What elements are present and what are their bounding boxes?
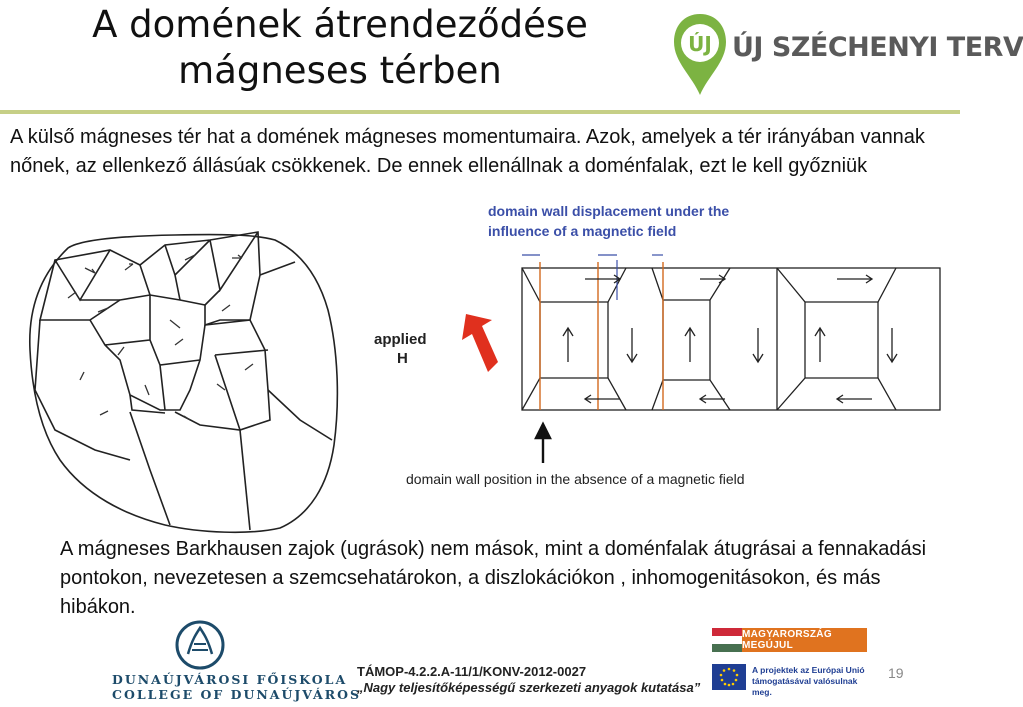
project-title: „Nagy teljesítőképességű szerkezeti anyagok kutatása” [357, 680, 701, 695]
intro-paragraph: A külső mágneses tér hat a domének mágneses momentumaira. Azok, amelyek a tér irányában vannak nőnek, az ellenkező állásúak csökkenek. De ennek ellenállnak a doménfalak, ezt le kell győzniük [10, 126, 925, 177]
domain-wall-figure [0, 195, 960, 535]
hungarian-flag-icon [712, 628, 742, 652]
wall-position-pointer-icon [536, 424, 550, 463]
field-symbol-label: H [397, 350, 408, 367]
footer [0, 620, 960, 707]
label-wall-position: domain wall position in the absence of a magnetic field [406, 471, 745, 487]
header-divider [0, 110, 960, 114]
domain-arrows [68, 255, 253, 420]
college-crest-icon [170, 620, 230, 670]
uj-szechenyi-terv-logo [672, 12, 1023, 102]
applied-field-arrow-icon [462, 314, 498, 372]
grain-structure-drawing [30, 232, 338, 532]
title-line-1: A domének átrendeződése [92, 3, 588, 46]
displaced-walls [540, 262, 663, 410]
logo-wordmark: ÚJ SZÉCHENYI TERV [732, 32, 1023, 63]
title-line-2: mágneses térben [178, 49, 502, 92]
applied-label: applied [374, 331, 427, 348]
eu-flag-icon [712, 664, 746, 690]
eu-support-text: A projektek az Európai Unió támogatásával valósulnak meg. [752, 665, 865, 697]
magyarorszag-megujul-text: MAGYARORSZÁG MEGÚJUL [742, 629, 832, 651]
location-pin-icon [672, 12, 728, 97]
label-displacement-line-1: domain wall displacement under the [488, 203, 730, 219]
barkhausen-paragraph: A mágneses Barkhausen zajok (ugrások) nem mások, mint a doménfalak átugrásai a fennakadási pontokon, nevezetesen a szemcsehatárokon, a diszlokációkon , inhomogenitásokon, és más hibákon. [60, 538, 927, 618]
label-displacement-line-2: influence of a magnetic field [488, 223, 677, 239]
magnetization-arrows [563, 275, 897, 403]
college-name-en: COLLEGE OF DUNAÚJVÁROS [112, 687, 362, 702]
college-name-hu: DUNAÚJVÁROSI FŐISKOLA [112, 672, 348, 687]
domain-boxes [522, 268, 940, 410]
wall-displacement-markers [522, 255, 663, 300]
project-code: TÁMOP-4.2.2.A-11/1/KONV-2012-0027 [357, 664, 587, 679]
svg-text:ÚJ: ÚJ [688, 32, 712, 56]
page-number: 19 [888, 665, 904, 681]
slide-title [40, 2, 640, 94]
